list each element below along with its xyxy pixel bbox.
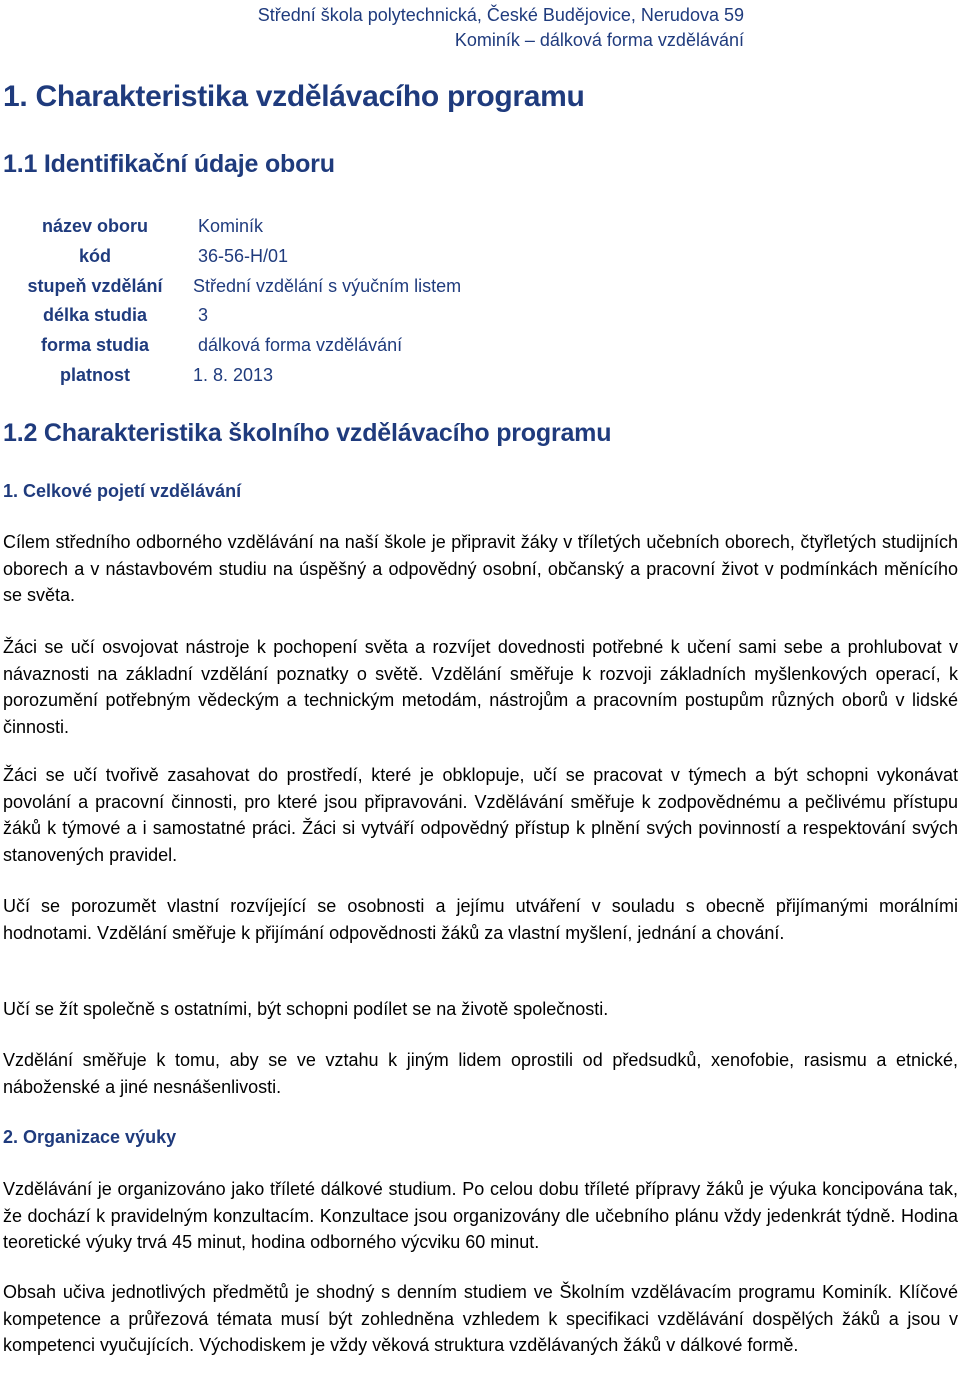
paragraph: Žáci se učí osvojovat nástroje k pochopení světa a rozvíjet dovednosti potřebné k učení sami sebe a prohlubovat v návaznosti na základní vzdělání poznatky o světě. Vzdělání směřuje k rozvoji základních myšlenkových operací, k porozumění potřebným vědeckým a technickým metodám, nástrojům a pracovním postupům různých oborů v lidské činnosti. (3, 637, 958, 737)
ident-label: forma studia (40, 335, 150, 356)
ident-label: stupeň vzdělání (27, 275, 163, 296)
ident-row (10, 360, 461, 390)
ident-row (10, 301, 461, 331)
ident-value: 1. 8. 2013 (193, 364, 274, 385)
paragraph: Vzdělání směřuje k tomu, aby se ve vztahu k jiným lidem oprostili od předsudků, xenofobie, rasismu a etnické, náboženské a jiné nesnášenlivosti. (3, 1050, 958, 1097)
heading-1-2: 1.2 Charakteristika školního vzdělávacího programu (3, 419, 612, 447)
paragraph: Žáci se učí tvořivě zasahovat do prostředí, které je obklopuje, učí se pracovat v týmech a být schopni vykonávat povolání a pracovní činnosti, pro které jsou připravováni. Vzdělávání směřuje k zodpovědnému a pečlivému přístupu žáků k týmové a i samostatné práci. Žáci si vytváří odpovědný přístup k plnění svých povinností a respektování svých stanovených pravidel. (3, 765, 958, 865)
header-school-line: Střední škola polytechnická, České Budějovice, Nerudova 59 (257, 5, 744, 25)
ident-label: kód (78, 246, 111, 267)
ident-label: délka studia (42, 305, 148, 326)
section-1-title: 1. Celkové pojetí vzdělávání (3, 481, 242, 501)
heading-1-1: 1.1 Identifikační údaje oboru (3, 150, 335, 178)
page-header (258, 3, 744, 53)
ident-row (10, 331, 461, 361)
section-2-title: 2. Organizace výuky (3, 1127, 177, 1147)
ident-value: Střední vzdělání s výučním listem (193, 275, 462, 296)
paragraph: Učí se porozumět vlastní rozvíjející se osobnosti a jejímu utváření v souladu s obecně přijímanými morálními hodnotami. Vzdělání směřuje k přijímání odpovědnosti žáků za vlastní myšlení, jednání a chování. (3, 896, 958, 943)
ident-value: Kominík (198, 216, 264, 237)
paragraph: Cílem středního odborného vzdělávání na naší škole je připravit žáky v tříletých učebních oborech, čtyřletých studijních oborech a v nástavbovém studiu na úspěšný a odpovědný osobní, občanský a pracovní život v podmínkách měnícího se světa. (3, 532, 958, 605)
ident-label: název oboru (41, 216, 148, 237)
paragraph: Učí se žít společně s ostatními, být schopni podílet se na životě společnosti. (3, 999, 609, 1019)
ident-value: 36-56-H/01 (198, 246, 289, 267)
ident-row (10, 271, 461, 301)
heading-1: 1. Charakteristika vzdělávacího programu (3, 80, 585, 113)
ident-value: dálková forma vzdělávání (198, 335, 403, 356)
ident-label: platnost (60, 364, 130, 385)
paragraph: Obsah učiva jednotlivých předmětů je shodný s denním studiem ve Školním vzdělávacím programu Kominík. Klíčové kompetence a průřezová témata musí být zohledněna vzhledem k specifikaci vzdělávání dospělých žáků a jsou v kompetenci vyučujících. Východiskem je vždy věková struktura vzdělávaných žáků v dálkové formě. (3, 1282, 958, 1355)
identification-table (10, 212, 461, 390)
ident-row (10, 242, 461, 272)
ident-value: 3 (198, 305, 209, 326)
ident-row (10, 212, 461, 242)
header-program-line: Kominík – dálková forma vzdělávání (454, 30, 744, 50)
paragraph: Vzdělávání je organizováno jako tříleté dálkové studium. Po celou dobu tříleté přípravy žáků je výuka koncipována tak, že dochází k pravidelným konzultacím. Konzultace jsou organizovány dle učebního plánu vždy jedenkrát týdně. Hodina teoretické výuky trvá 45 minut, hodina odborného výcviku 60 minut. (3, 1179, 958, 1252)
